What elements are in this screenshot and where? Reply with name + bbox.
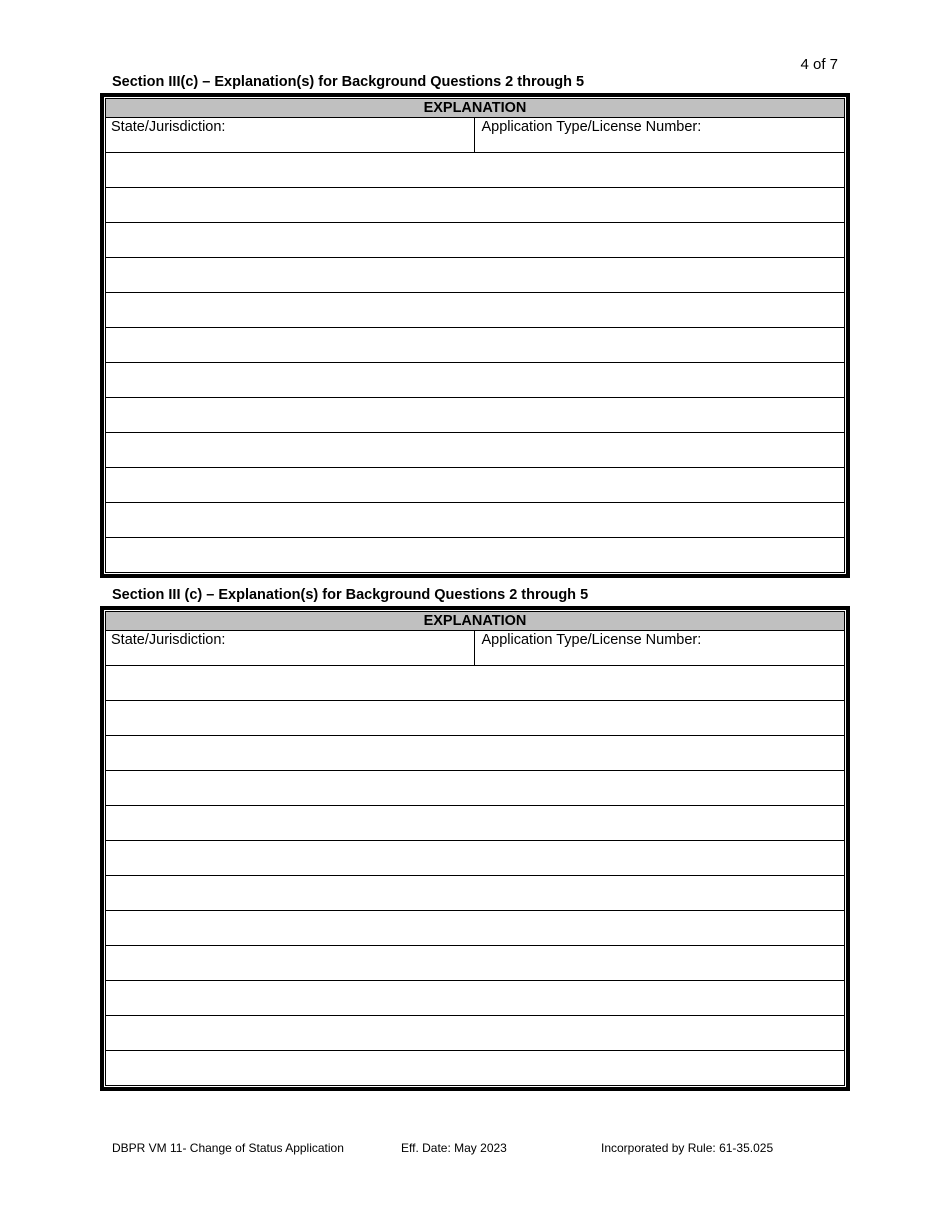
explanation-form <box>100 93 850 578</box>
explanation-line[interactable] <box>106 468 844 503</box>
explanation-line[interactable] <box>106 363 844 398</box>
section-title: Section III (c) – Explanation(s) for Background Questions 2 through 5 <box>112 587 589 603</box>
explanation-line[interactable] <box>106 876 844 911</box>
explanation-line[interactable] <box>106 398 844 433</box>
explanation-line[interactable] <box>106 503 844 538</box>
explanation-lines <box>106 666 844 1085</box>
explanation-line[interactable] <box>106 946 844 981</box>
application-type-license-field[interactable] <box>474 631 845 665</box>
section-title: Section III(c) – Explanation(s) for Background Questions 2 through 5 <box>112 74 585 90</box>
explanation-line[interactable] <box>106 806 844 841</box>
explanation-form <box>100 606 850 1091</box>
state-jurisdiction-label: State/Jurisdiction: <box>111 119 226 135</box>
explanation-line[interactable] <box>106 701 844 736</box>
footer-form-name: DBPR VM 11- Change of Status Application <box>112 1141 344 1155</box>
explanation-line[interactable] <box>106 433 844 468</box>
explanation-line[interactable] <box>106 258 844 293</box>
explanation-line[interactable] <box>106 223 844 258</box>
footer-effective-date: Eff. Date: May 2023 <box>401 1141 507 1155</box>
explanation-header: EXPLANATION <box>106 612 844 631</box>
explanation-line[interactable] <box>106 188 844 223</box>
explanation-line[interactable] <box>106 666 844 701</box>
explanation-line[interactable] <box>106 736 844 771</box>
explanation-line[interactable] <box>106 1016 844 1051</box>
application-type-license-label: Application Type/License Number: <box>481 119 702 135</box>
explanation-lines <box>106 153 844 572</box>
application-type-license-field[interactable] <box>474 118 845 152</box>
footer-rule: Incorporated by Rule: 61-35.025 <box>601 1141 774 1155</box>
explanation-line[interactable] <box>106 293 844 328</box>
explanation-line[interactable] <box>106 981 844 1016</box>
application-type-license-label: Application Type/License Number: <box>481 632 702 648</box>
explanation-line[interactable] <box>106 841 844 876</box>
field-row <box>106 118 844 153</box>
explanation-section-1 <box>100 74 850 578</box>
explanation-line[interactable] <box>106 1051 844 1085</box>
state-jurisdiction-label: State/Jurisdiction: <box>111 632 226 648</box>
explanation-line[interactable] <box>106 771 844 806</box>
page-number: 4 of 7 <box>800 56 838 73</box>
explanation-line[interactable] <box>106 911 844 946</box>
field-row <box>106 631 844 666</box>
explanation-section-2 <box>100 587 850 1091</box>
state-jurisdiction-field[interactable] <box>106 118 474 152</box>
state-jurisdiction-field[interactable] <box>106 631 474 665</box>
explanation-line[interactable] <box>106 153 844 188</box>
explanation-header: EXPLANATION <box>106 99 844 118</box>
explanation-line[interactable] <box>106 328 844 363</box>
explanation-line[interactable] <box>106 538 844 572</box>
